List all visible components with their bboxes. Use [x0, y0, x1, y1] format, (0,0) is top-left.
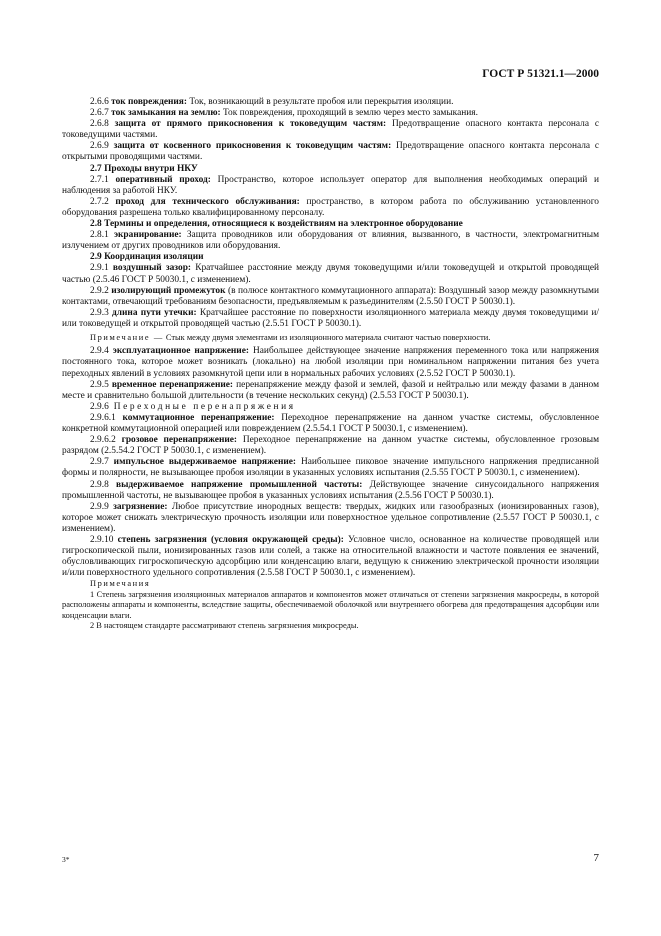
clause-2-7-1: 2.7.1 оперативный проход: Пространство, которое использует оператор для выполнения необходимых операций и наблюдения за работой НКУ. [62, 174, 600, 196]
section-heading-2-7: 2.7 Проходы внутри НКУ [90, 163, 198, 174]
clause-2-6-6: 2.6.6 ток повреждения: Ток, возникающий в результате пробоя или перекрытия изоляции. [90, 97, 454, 107]
clause-2-8-1: 2.8.1 экранирование: Защита проводников или оборудования от влияния, вызванного, в частности, электромагнитным излучением от других проводников или оборудования. [62, 230, 599, 252]
clause-2-9-8: 2.9.8 выдерживаемое напряжение промышленной частоты: Действующее значение синусоидального напряжения промышленной частоты, не вызывающее пробоя в указанных условиях испытания (2.5.56 ГОСТ Р 50030.1). [62, 479, 600, 501]
note-item-2: 2 В настоящем стандарте рассматривают степень загрязнения микросреды. [90, 620, 359, 630]
clause-2-9-6-1: 2.9.6.1 коммутационное перенапряжение: Переходное перенапряжение на данном участке системы, обусловленное конкретной коммутационной операцией или повреждением (2.5.54.1 ГОСТ Р 50030.1, с изменением). [62, 412, 600, 435]
clause-2-9-6: 2.9.6 Переходные перенапряжения [90, 401, 296, 412]
clause-2-9-6-2: 2.9.6.2 грозовое перенапряжение: Переходное перенапряжение на данном участке системы, обусловленное грозовым разрядом (2.5.54.2 ГОСТ Р 50030.1, с изменением). [62, 435, 599, 457]
clause-2-6-9: 2.6.9 защита от косвенного прикосновения к токоведущим частям: Предотвращение опасного контакта персонала с открытыми проводящими частями. [62, 141, 600, 163]
clause-2-6-7: 2.6.7 ток замыкания на землю: Ток повреждения, проходящий в землю через место замыкания. [90, 108, 478, 119]
clause-2-6-8: 2.6.8 защита от прямого прикосновения к токоведущим частям: Предотвращение опасного контакта персонала с токоведущими частями. [62, 119, 600, 141]
clause-2-9-4: 2.9.4 эксплуатационное напряжение: Наибольшее действующее значение напряжения переменного тока или напряжения постоянного тока, которое может возникать (локально) на любой изоляции при номинальном напряжении питания без учета переходных явлений в условиях разомкнутой цепи или в нормальных рабочих условиях (2.5.52 ГОСТ Р 50030.1). [62, 346, 599, 379]
clause-2-9-7: 2.9.7 импульсное выдерживаемое напряжение: Наибольшее пиковое значение импульсного напряжения предписанной формы и полярности, не вызывающее пробоя изоляции в указанных условиях испытания (2.5.55 ГОСТ Р 50030.1, с изменением). [62, 457, 600, 479]
clause-2-9-9: 2.9.9 загрязнение: Любое присутствие инородных веществ: твердых, жидких или газообразных (ионизированных газов), которое может снижать электрическую прочность изоляции или поверхностное удельное сопротивление (2.5.57 ГОСТ Р 50030.1, с изменением). [62, 501, 599, 534]
note-2-9-3: Примечание — Стык между двумя элементами из изоляционного материала считают частью поверхности. [90, 332, 491, 342]
clause-2-9-1: 2.9.1 воздушный зазор: Кратчайшее расстояние между двумя токоведущими и/или токоведущей и открытой проводящей частью (2.5.46 ГОСТ Р 50030.1, с изменением). [62, 263, 599, 285]
clause-2-9-2: 2.9.2 изолирующий промежуток (в полюсе контактного коммутационного аппарата): Воздушный зазор между разомкнутыми контактами, отвечающий требованиям безопасности, предъявляемым к разъединителям (2.5.50 ГОСТ Р 50030.1). [62, 285, 600, 307]
print-signature: 3* [62, 855, 70, 864]
notes-heading: Примечания [90, 579, 151, 589]
section-heading-2-9: 2.9 Координация изоляции [90, 252, 204, 263]
clause-2-9-5: 2.9.5 временное перенапряжение: перенапряжение между фазой и землей, фазой и нейтралью или между фазами в данном месте и сравнительно большой длительности (в течение нескольких секунд) (2.5.53 ГОСТ Р 50030.1). [62, 379, 600, 401]
standard-header: ГОСТ Р 51321.1—2000 [482, 68, 599, 80]
page-number: 7 [593, 852, 599, 864]
section-heading-2-8: 2.8 Термины и определения, относящиеся к воздействиям на электронное оборудование [90, 219, 463, 230]
clause-2-9-10: 2.9.10 степень загрязнения (условия окружающей среды): Условное число, основанное на количестве проводящей или гигроскопической пыли, ионизированных газов или солей, а также на относительной влажности и частоте появления ее значений, обусловливающих гигроскопическую адсорбцию или конденсацию влаги, ведущую к снижению электрической прочности изоляции и/или поверхностного удельного сопротивления (2.5.58 ГОСТ Р 50030.1, с изменением). [62, 534, 600, 579]
note-item-1: 1 Степень загрязнения изоляционных материалов аппаратов и компонентов может отличаться от степени загрязнения макросреды, в которой расположены аппараты и компоненты, вследствие защиты, обеспечиваемой оболочкой или внутреннего обогрева для предотвращения адсорбции или конденсации влаги. [62, 589, 599, 620]
clause-2-9-3: 2.9.3 длина пути утечки: Кратчайшее расстояние по поверхности изоляционного материала между двумя токоведущими и/или токоведущей и открытой проводящей частью (2.5.51 ГОСТ Р 50030.1). [62, 307, 600, 329]
clause-2-7-2: 2.7.2 проход для технического обслуживания: пространство, в котором работа по обслуживанию установленного оборудования разрешена только квалифицированному персоналу. [62, 196, 599, 218]
page-content [62, 97, 599, 631]
